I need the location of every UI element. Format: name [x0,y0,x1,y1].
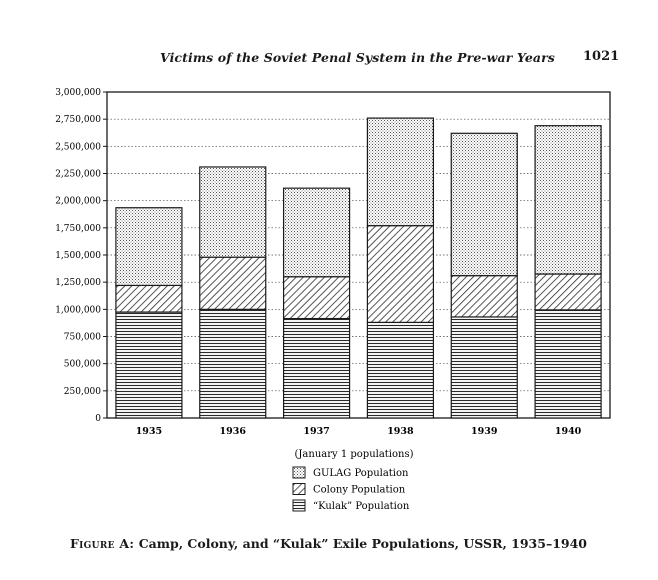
bar-segment-diagonal-hatch-1940 [535,274,601,310]
bar-segment-diagonal-hatch-1937 [284,277,350,319]
y-tick-label: 1,000,000 [55,305,101,316]
x-tick-label: 1937 [303,426,330,437]
legend-swatch [293,500,305,511]
legend-label: GULAG Population [313,468,409,479]
y-tick-label: 2,750,000 [55,115,101,126]
page-number: 1021 [583,49,620,64]
x-tick-label: 1940 [554,426,582,437]
x-tick-label: 1935 [135,426,163,437]
caption-text: Camp, Colony, and “Kulak” Exile Populations, USSR, 1935–1940 [138,536,587,551]
caption-label: Figure A: [70,536,135,551]
running-head: Victims of the Soviet Penal System in the Pre-war Years [160,50,555,65]
y-tick-label: 2,000,000 [55,196,101,207]
bar-segment-horizontal-lines-1935 [116,312,182,418]
legend-swatch [293,484,305,495]
bar-segment-diagonal-hatch-1935 [116,285,182,312]
y-tick-label: 1,750,000 [55,223,101,234]
x-tick-label: 1936 [219,426,246,437]
legend-swatch [293,467,305,478]
y-tick-label: 250,000 [63,386,101,397]
y-tick-label: 750,000 [63,332,101,343]
bar-segment-stipple-1939 [451,133,517,275]
bar-segment-stipple-1938 [367,118,433,226]
y-tick-label: 2,250,000 [55,169,101,180]
y-tick-label: 3,000,000 [55,88,101,98]
bar-segment-diagonal-hatch-1939 [451,276,517,317]
bar-segment-stipple-1940 [535,126,601,274]
bar-segment-horizontal-lines-1939 [451,317,517,418]
y-tick-label: 1,250,000 [55,278,101,289]
bar-segment-horizontal-lines-1938 [367,322,433,418]
y-tick-label: 1,500,000 [55,251,101,261]
x-tick-label: 1938 [387,426,414,437]
figure-caption [70,536,587,551]
legend-label: “Kulak” Population [313,501,410,512]
y-tick-label: 0 [95,414,101,424]
x-axis-label: (January 1 populations) [294,449,414,460]
bar-segment-stipple-1936 [200,167,266,257]
bar-segment-diagonal-hatch-1936 [200,257,266,309]
bar-segment-horizontal-lines-1940 [535,310,601,418]
y-tick-label: 500,000 [63,359,101,370]
y-tick-label: 2,500,000 [55,142,101,153]
bar-segment-horizontal-lines-1936 [200,309,266,418]
legend-label: Colony Population [313,484,406,496]
bar-segment-diagonal-hatch-1938 [367,226,433,323]
bar-segment-stipple-1937 [284,188,350,277]
x-tick-label: 1939 [471,426,498,437]
bar-segment-horizontal-lines-1937 [284,319,350,418]
bar-segment-stipple-1935 [116,208,182,286]
